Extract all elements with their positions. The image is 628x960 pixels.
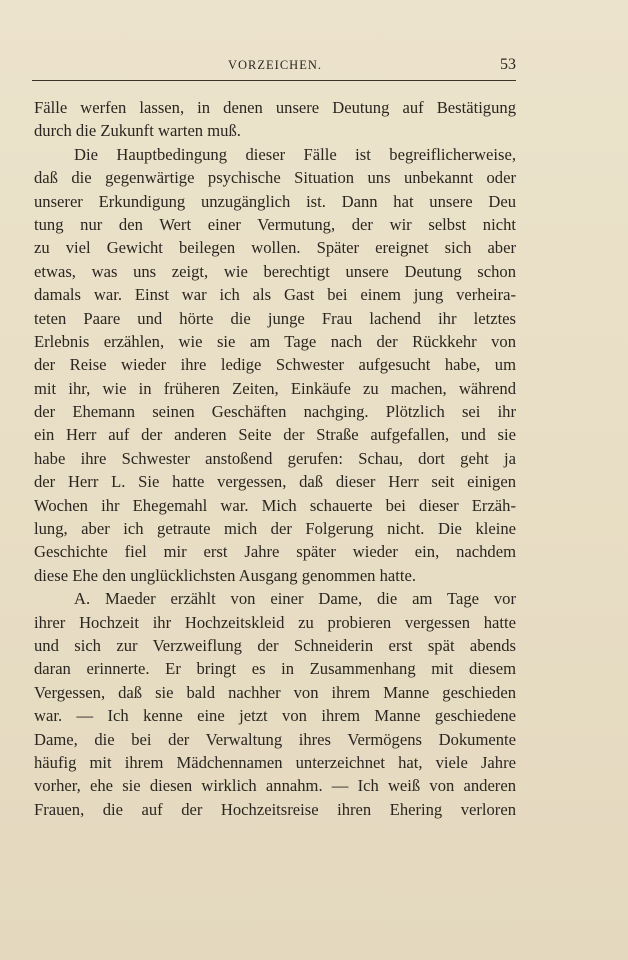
text-line: zu viel Gewicht beilegen wollen. Später ereignet sich aber [34, 238, 516, 258]
text-line: war. — Ich kenne eine jetzt von ihrem Manne geschiedene [34, 706, 516, 726]
text-line: Vergessen, daß sie bald nachher von ihrem Manne geschieden [34, 682, 516, 702]
text-line: durch die Zukunft warten muß. [34, 121, 241, 141]
text-line: ein Herr auf der anderen Seite der Straße aufgefallen, und sie [34, 425, 516, 445]
text-line: Fälle werfen lassen, in denen unsere Deutung auf Bestätigung [34, 98, 516, 117]
text-line: vorher, ehe sie diesen wirklich annahm. — Ich weiß von anderen [34, 776, 516, 796]
text-line: Frauen, die auf der Hochzeitsreise ihren Ehering verloren [34, 799, 516, 819]
text-line: tung nur den Wert einer Vermutung, der wir selbst nicht [34, 214, 516, 234]
running-title: VORZEICHEN. [228, 58, 322, 72]
text-line: damals war. Einst war ich als Gast bei einem jung verheira- [34, 285, 516, 305]
page-number: 53 [500, 56, 516, 73]
text-line: Geschichte fiel mir erst Jahre später wieder ein, nachdem [34, 542, 516, 562]
text-line: daß die gegenwärtige psychische Situation uns unbekannt oder [34, 168, 516, 188]
text-line: unserer Erkundigung unzugänglich ist. Dann hat unsere Deu [34, 191, 516, 211]
text-line: Wochen ihr Ehegemahl war. Mich schauerte bei dieser Erzäh- [34, 495, 516, 515]
text-line: und sich zur Verzweiflung der Schneiderin erst spät abends [34, 635, 516, 655]
header-rule [32, 80, 516, 81]
text-line: teten Paare und hörte die junge Frau lachend ihr letztes [34, 308, 516, 328]
text-line: habe ihre Schwester anstoßend gerufen: Schau, dort geht ja [34, 448, 516, 468]
text-line: häufig mit ihrem Mädchennamen unterzeichnet hat, viele Jahre [34, 752, 516, 772]
text-line: Die Hauptbedingung dieser Fälle ist begreiflicherweise, [74, 144, 516, 164]
text-line: lung, aber ich getraute mich der Folgerung nicht. Die kleine [34, 519, 516, 539]
text-line: ihrer Hochzeit ihr Hochzeitskleid zu probieren vergessen hatte [34, 612, 516, 632]
text-line: Erlebnis erzählen, wie sie am Tage nach der Rückkehr von [34, 331, 516, 351]
text-line: etwas, was uns zeigt, wie berechtigt unsere Deutung schon [34, 261, 516, 281]
text-line: der Herr L. Sie hatte vergessen, daß dieser Herr seit einigen [34, 472, 516, 492]
text-line: diese Ehe den unglücklichsten Ausgang genommen hatte. [34, 565, 417, 585]
text-line: der Reise wieder ihre ledige Schwester aufgesucht habe, um [34, 355, 516, 375]
text-line: Dame, die bei der Verwaltung ihres Vermögens Dokumente [34, 729, 516, 749]
text-line: mit ihr, wie in früheren Zeiten, Einkäufe zu machen, während [34, 378, 516, 398]
body-text [34, 96, 516, 821]
text-line: A. Maeder erzählt von einer Dame, die am Tage vor [74, 589, 516, 609]
text-line: der Ehemann seinen Geschäften nachging. Plötzlich sei ihr [34, 402, 516, 422]
text-line: daran erinnerte. Er bringt es in Zusammenhang mit diesem [34, 659, 516, 679]
page-header [34, 56, 516, 78]
